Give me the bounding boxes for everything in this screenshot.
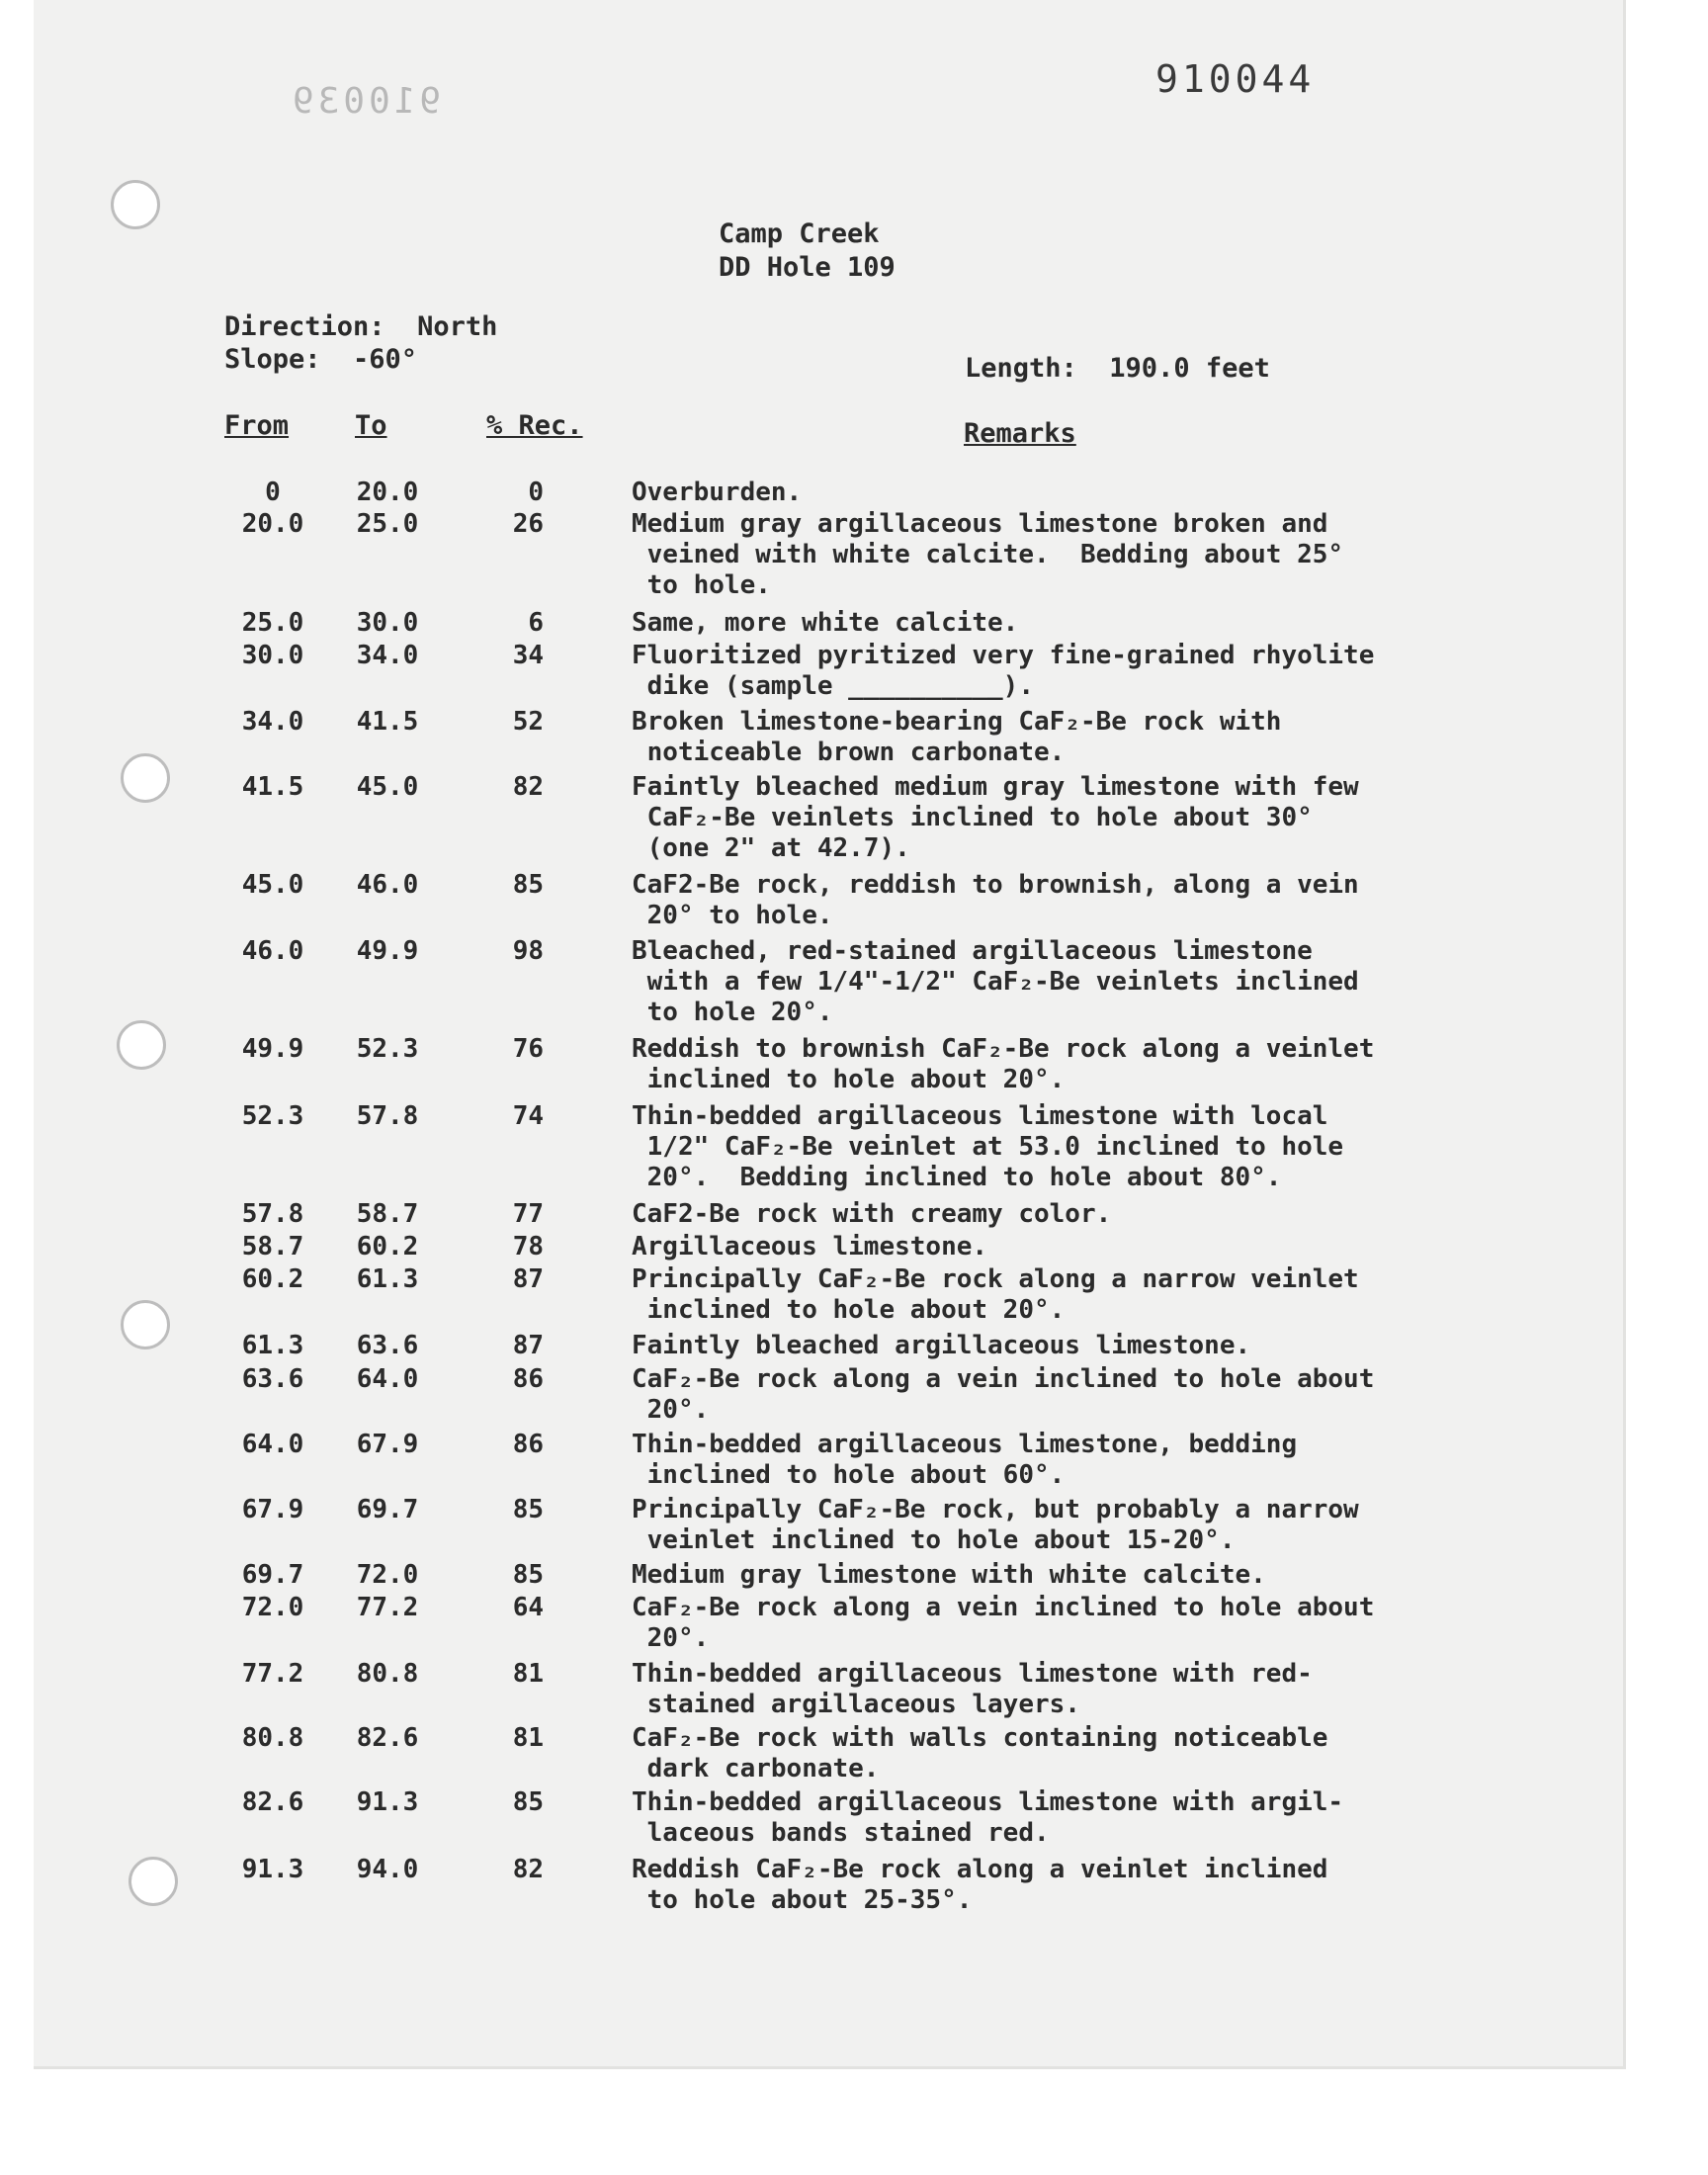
row-rec: 82 bbox=[512, 772, 544, 802]
row-to: 30.0 bbox=[356, 608, 419, 638]
length-text: Length: 190.0 feet bbox=[965, 353, 1270, 384]
row-rec: 78 bbox=[512, 1232, 544, 1262]
row-rec: 34 bbox=[512, 641, 544, 670]
slope-text: Slope: -60° bbox=[224, 344, 418, 375]
row-rec: 0 bbox=[528, 478, 544, 507]
row-remarks: Thin-bedded argillaceous limestone with local 1/2" CaF₂-Be veinlet at 53.0 inclined to hole 20°. Bedding inclined to hole about 80°. bbox=[632, 1101, 1344, 1192]
row-from: 30.0 bbox=[241, 641, 304, 670]
row-rec: 74 bbox=[512, 1101, 544, 1131]
row-to: 63.6 bbox=[356, 1331, 419, 1360]
row-from: 60.2 bbox=[241, 1264, 304, 1294]
row-rec: 64 bbox=[512, 1593, 544, 1622]
binder-hole bbox=[121, 753, 170, 803]
row-remarks: Reddish CaF₂-Be rock along a veinlet inclined to hole about 25-35°. bbox=[632, 1855, 1328, 1915]
row-rec: 82 bbox=[512, 1855, 544, 1884]
row-to: 94.0 bbox=[356, 1855, 419, 1884]
row-from: 25.0 bbox=[241, 608, 304, 638]
row-rec: 98 bbox=[512, 936, 544, 966]
row-to: 69.7 bbox=[356, 1495, 419, 1524]
row-from: 63.6 bbox=[241, 1364, 304, 1394]
document-number: 910044 bbox=[1155, 57, 1316, 101]
row-from: 41.5 bbox=[241, 772, 304, 802]
row-remarks: CaF2-Be rock with creamy color. bbox=[632, 1199, 1112, 1229]
row-to: 52.3 bbox=[356, 1034, 419, 1064]
row-rec: 85 bbox=[512, 1495, 544, 1524]
row-rec: 86 bbox=[512, 1430, 544, 1459]
document-page bbox=[34, 0, 1626, 2069]
row-from: 57.8 bbox=[241, 1199, 304, 1229]
row-to: 46.0 bbox=[356, 870, 419, 900]
row-to: 45.0 bbox=[356, 772, 419, 802]
direction-text: Direction: North bbox=[224, 311, 498, 342]
page-title bbox=[719, 218, 896, 285]
row-rec: 86 bbox=[512, 1364, 544, 1394]
row-to: 34.0 bbox=[356, 641, 419, 670]
binder-hole bbox=[111, 180, 160, 229]
row-remarks: Thin-bedded argillaceous limestone with argil- laceous bands stained red. bbox=[632, 1787, 1344, 1848]
row-to: 25.0 bbox=[356, 509, 419, 539]
row-remarks: Faintly bleached medium gray limestone with few CaF₂-Be veinlets inclined to hole about 30° (one 2" at 42.7). bbox=[632, 772, 1359, 863]
row-to: 67.9 bbox=[356, 1430, 419, 1459]
row-to: 49.9 bbox=[356, 936, 419, 966]
bleed-through-number: 910039 bbox=[289, 81, 442, 122]
header-rec: % Rec. bbox=[486, 410, 583, 441]
row-from: 72.0 bbox=[241, 1593, 304, 1622]
binder-hole bbox=[128, 1857, 178, 1906]
title-line-2: DD Hole 109 bbox=[719, 252, 896, 283]
row-rec: 76 bbox=[512, 1034, 544, 1064]
row-from: 91.3 bbox=[241, 1855, 304, 1884]
row-rec: 85 bbox=[512, 1560, 544, 1590]
row-rec: 85 bbox=[512, 1787, 544, 1817]
row-rec: 81 bbox=[512, 1659, 544, 1689]
row-from: 45.0 bbox=[241, 870, 304, 900]
row-from: 20.0 bbox=[241, 509, 304, 539]
row-remarks: Same, more white calcite. bbox=[632, 608, 1019, 638]
row-from: 46.0 bbox=[241, 936, 304, 966]
row-to: 72.0 bbox=[356, 1560, 419, 1590]
row-rec: 87 bbox=[512, 1331, 544, 1360]
row-to: 57.8 bbox=[356, 1101, 419, 1131]
row-rec: 52 bbox=[512, 707, 544, 737]
row-remarks: Principally CaF₂-Be rock along a narrow veinlet inclined to hole about 20°. bbox=[632, 1264, 1359, 1325]
row-from: 77.2 bbox=[241, 1659, 304, 1689]
row-to: 58.7 bbox=[356, 1199, 419, 1229]
row-rec: 87 bbox=[512, 1264, 544, 1294]
row-rec: 77 bbox=[512, 1199, 544, 1229]
row-to: 61.3 bbox=[356, 1264, 419, 1294]
header-to: To bbox=[355, 410, 387, 441]
row-from: 52.3 bbox=[241, 1101, 304, 1131]
row-to: 80.8 bbox=[356, 1659, 419, 1689]
row-from: 69.7 bbox=[241, 1560, 304, 1590]
row-remarks: CaF₂-Be rock with walls containing noticeable dark carbonate. bbox=[632, 1723, 1328, 1784]
row-remarks: Bleached, red-stained argillaceous limestone with a few 1/4"-1/2" CaF₂-Be veinlets inclined to hole 20°. bbox=[632, 936, 1359, 1027]
row-from: 34.0 bbox=[241, 707, 304, 737]
row-remarks: Reddish to brownish CaF₂-Be rock along a veinlet inclined to hole about 20°. bbox=[632, 1034, 1375, 1094]
row-remarks: Fluoritized pyritized very fine-grained rhyolite dike (sample __________). bbox=[632, 641, 1375, 701]
row-remarks: Medium gray limestone with white calcite. bbox=[632, 1560, 1266, 1590]
row-from: 80.8 bbox=[241, 1723, 304, 1753]
row-from: 67.9 bbox=[241, 1495, 304, 1524]
row-from: 49.9 bbox=[241, 1034, 304, 1064]
row-from: 61.3 bbox=[241, 1331, 304, 1360]
row-remarks: Medium gray argillaceous limestone broken and veined with white calcite. Bedding about 25° to hole. bbox=[632, 509, 1344, 600]
row-remarks: Broken limestone-bearing CaF₂-Be rock with noticeable brown carbonate. bbox=[632, 707, 1282, 767]
row-remarks: Overburden. bbox=[632, 478, 803, 507]
row-to: 91.3 bbox=[356, 1787, 419, 1817]
header-remarks: Remarks bbox=[964, 418, 1076, 449]
row-from: 58.7 bbox=[241, 1232, 304, 1262]
row-from: 64.0 bbox=[241, 1430, 304, 1459]
binder-hole bbox=[121, 1300, 170, 1349]
row-to: 77.2 bbox=[356, 1593, 419, 1622]
row-to: 20.0 bbox=[356, 478, 419, 507]
row-to: 41.5 bbox=[356, 707, 419, 737]
row-to: 82.6 bbox=[356, 1723, 419, 1753]
row-from: 0 bbox=[265, 478, 281, 507]
row-rec: 26 bbox=[512, 509, 544, 539]
row-remarks: Faintly bleached argillaceous limestone. bbox=[632, 1331, 1251, 1360]
row-remarks: Argillaceous limestone. bbox=[632, 1232, 988, 1262]
row-to: 60.2 bbox=[356, 1232, 419, 1262]
row-remarks: Principally CaF₂-Be rock, but probably a narrow veinlet inclined to hole about 15-20°. bbox=[632, 1495, 1359, 1555]
row-to: 64.0 bbox=[356, 1364, 419, 1394]
row-remarks: Thin-bedded argillaceous limestone, bedding inclined to hole about 60°. bbox=[632, 1430, 1298, 1490]
row-remarks: CaF₂-Be rock along a vein inclined to hole about 20°. bbox=[632, 1364, 1375, 1425]
title-line-1: Camp Creek bbox=[719, 218, 880, 249]
row-rec: 6 bbox=[528, 608, 544, 638]
row-remarks: CaF2-Be rock, reddish to brownish, along a vein 20° to hole. bbox=[632, 870, 1359, 930]
row-rec: 81 bbox=[512, 1723, 544, 1753]
row-rec: 85 bbox=[512, 870, 544, 900]
row-remarks: CaF₂-Be rock along a vein inclined to hole about 20°. bbox=[632, 1593, 1375, 1653]
row-from: 82.6 bbox=[241, 1787, 304, 1817]
header-from: From bbox=[224, 410, 290, 441]
row-remarks: Thin-bedded argillaceous limestone with red- stained argillaceous layers. bbox=[632, 1659, 1313, 1719]
binder-hole bbox=[117, 1020, 166, 1070]
